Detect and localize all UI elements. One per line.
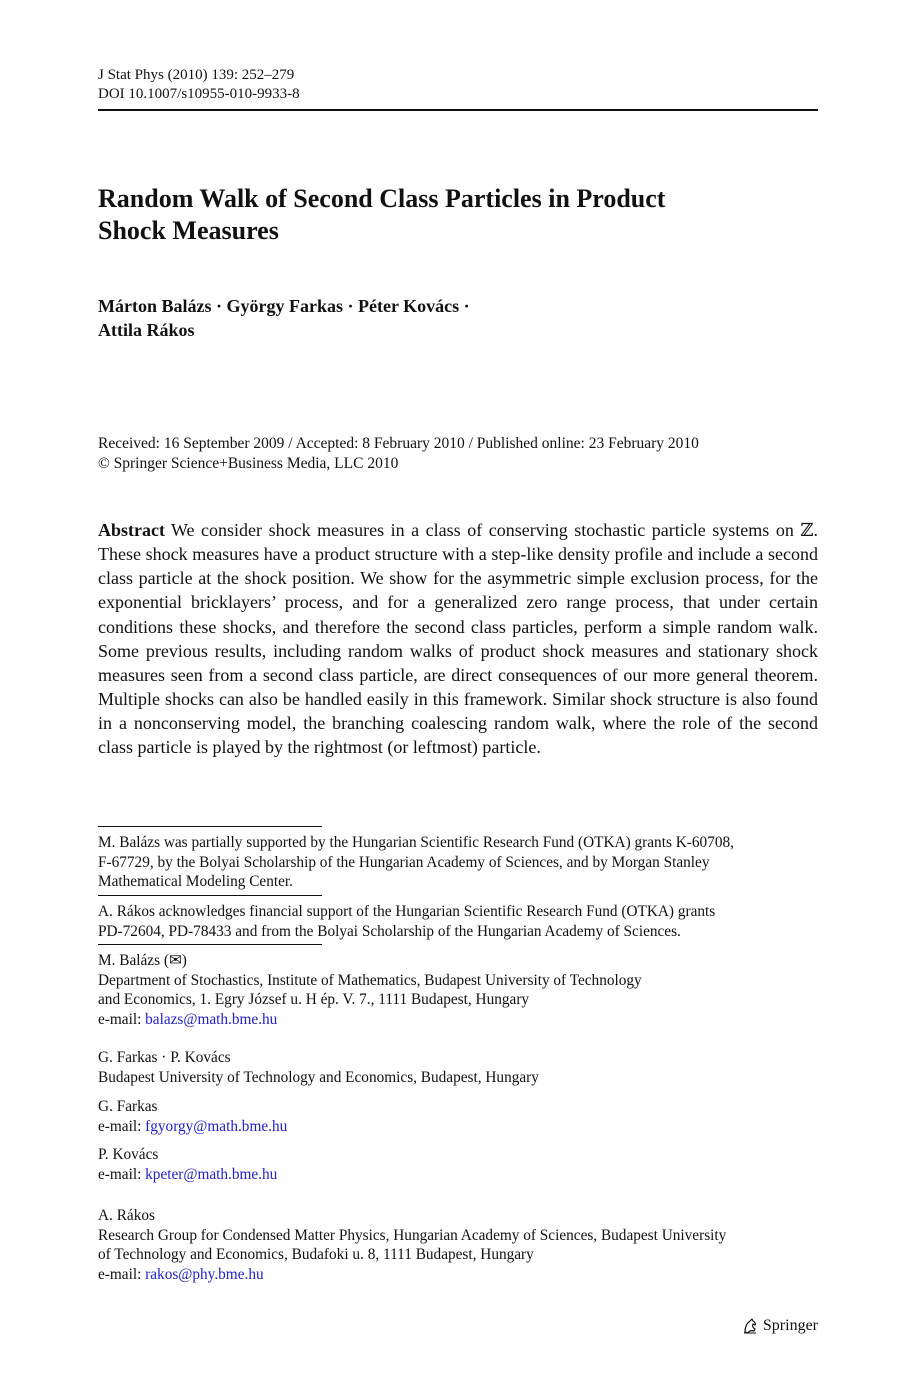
paper-title-line-2: Shock Measures [98,216,279,245]
publication-dates [98,434,818,473]
footnote-balazs-support [98,833,818,892]
email-line [98,1117,818,1137]
affiliation-line: Department of Stochastics, Institute of Mathematics, Budapest University of Technology [98,971,642,989]
publisher-name: Springer [762,1317,818,1334]
footnote-rule [98,944,322,945]
footnote-line: Mathematical Modeling Center. [98,873,293,890]
footnote-line: F-67729, by the Bolyai Scholarship of the Hungarian Academy of Sciences, and by Morgan Stanley [98,853,710,871]
affiliation-line: and Economics, 1. Egry József u. H ép. V. 7., 1111 Budapest, Hungary [98,991,530,1008]
publisher-logo [741,1316,818,1336]
email-label: e-mail: [98,1265,146,1283]
header-rule [98,109,818,111]
affiliation-line: Budapest University of Technology and Economics, Budapest, Hungary [98,1068,539,1086]
affiliation-farkas [98,1097,818,1136]
author-line-2: Attila Rákos [98,320,195,340]
affiliation-rakos [98,1206,818,1284]
affiliation-balazs [98,951,818,1029]
email-link-rakos[interactable]: rakos@phy.bme.hu [145,1265,264,1283]
paper-title-line-1: Random Walk of Second Class Particles in Product [98,184,666,213]
footnote-rakos-support [98,902,818,941]
paper-title [98,183,818,247]
footnote-rule [98,895,322,896]
email-line [98,1165,818,1185]
footnote-line: A. Rákos acknowledges financial support of the Hungarian Scientific Research Fund (OTKA) grants [98,903,716,920]
abstract-text: We consider shock measures in a class of conserving stochastic particle systems on ℤ. These shock measures have a product structure with a step-like density profile and include a second class particle at the shock position. We show for the asymmetric simple exclusion process, for the exponential bricklayers’ process, and for a generalized zero range process, that under certain conditions these shocks, and therefore the second class particles, perform a simple random walk. Some previous results, including random walks of product shock measures and stationary shock measures seen from a second class particle, are direct consequences of our more general theorem. Multiple shocks can also be handled easily in this framework. Similar shock structure is also found in a nonconserving model, the branching coalescing random walk, where the role of the second class particle is played by the rightmost (or leftmost) particle. [98,520,818,758]
copyright-line: © Springer Science+Business Media, LLC 2010 [98,454,399,472]
dates-line: Received: 16 September 2009 / Accepted: 8 February 2010 / Published online: 23 February 2010 [98,435,699,452]
journal-header [98,66,300,104]
affiliation-line: of Technology and Economics, Budafoki u. 8, 1111 Budapest, Hungary [98,1246,534,1263]
affiliation-name: A. Rákos [98,1207,155,1224]
affiliation-name: G. Farkas [98,1098,158,1115]
author-line-1: Márton Balázs · György Farkas · Péter Kovács · [98,296,470,316]
email-label: e-mail: [98,1010,146,1028]
email-line [98,1265,818,1285]
affiliation-name: M. Balázs (✉) [98,952,187,969]
affiliation-name: G. Farkas · P. Kovács [98,1049,231,1066]
footnote-line: M. Balázs was partially supported by the Hungarian Scientific Research Fund (OTKA) grants K-60708, [98,834,734,851]
author-list [98,294,818,342]
email-label: e-mail: [98,1165,146,1183]
abstract-label: Abstract [98,520,165,540]
affiliation-name: P. Kovács [98,1146,159,1163]
footnote-rule [98,826,322,827]
email-line [98,1010,818,1030]
affiliation-kovacs [98,1145,818,1184]
footnote-line: PD-72604, PD-78433 and from the Bolyai Scholarship of the Hungarian Academy of Sciences. [98,922,681,940]
springer-horse-icon [741,1317,759,1335]
email-link-kovacs[interactable]: kpeter@math.bme.hu [145,1165,278,1183]
email-link-farkas[interactable]: fgyorgy@math.bme.hu [145,1117,288,1135]
affiliation-farkas-kovacs [98,1048,818,1087]
abstract [98,518,818,760]
affiliation-line: Research Group for Condensed Matter Physics, Hungarian Academy of Sciences, Budapest University [98,1226,727,1244]
doi: DOI 10.1007/s10955-010-9933-8 [98,86,300,102]
email-label: e-mail: [98,1117,146,1135]
journal-citation: J Stat Phys (2010) 139: 252–279 [98,67,295,83]
email-link-balazs[interactable]: balazs@math.bme.hu [145,1010,278,1028]
